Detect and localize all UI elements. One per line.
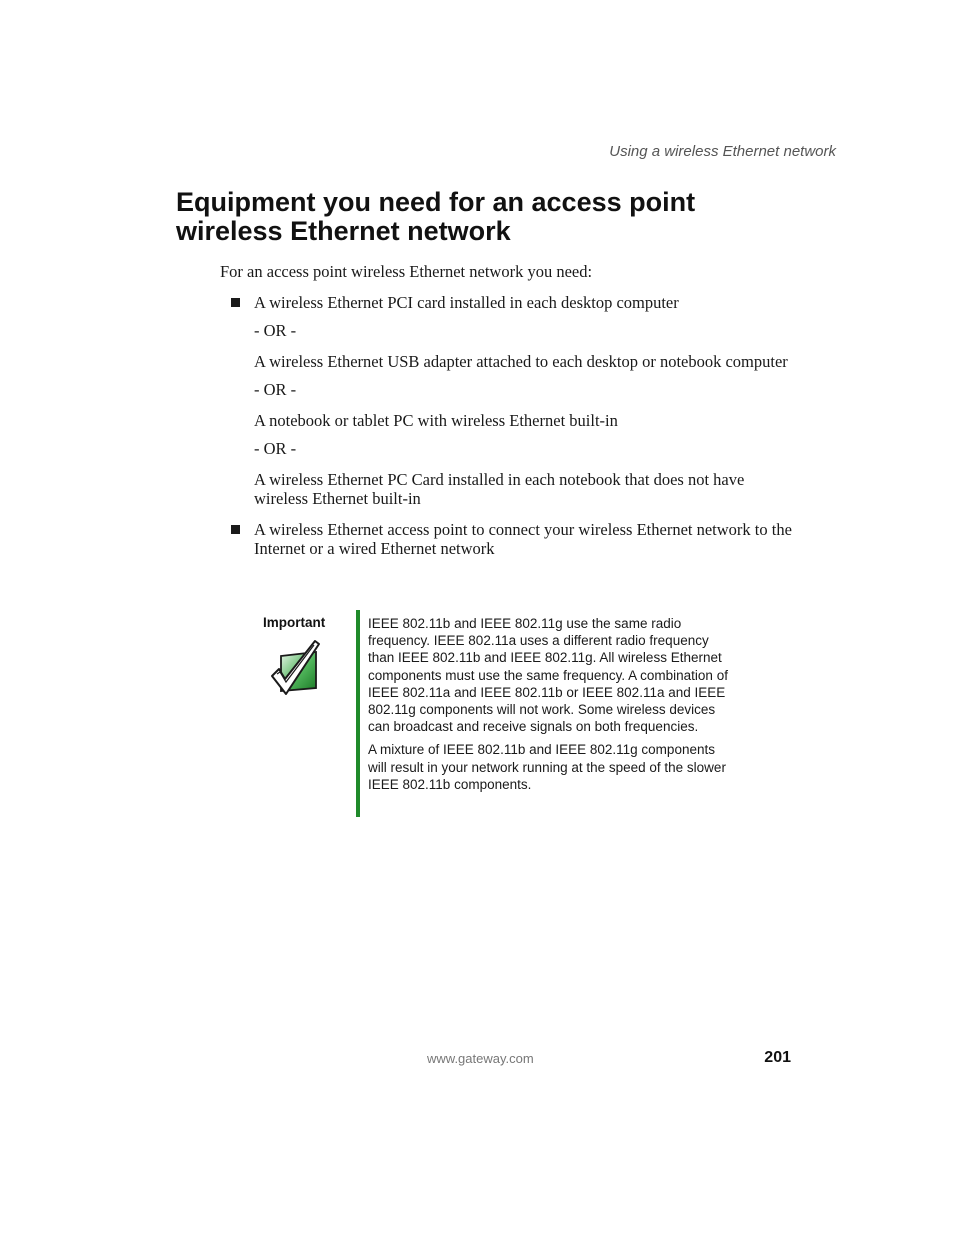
page-number: 201: [764, 1049, 791, 1066]
checkmark-icon: [269, 638, 321, 698]
intro-paragraph: For an access point wireless Ethernet network you need:: [220, 262, 593, 281]
page-title-line-1: Equipment you need for an access point: [176, 187, 696, 217]
note-body: [368, 615, 733, 793]
note-paragraph: A mixture of IEEE 802.11b and IEEE 802.11g components will result in your network running at the speed of the slower IEEE 802.11b components.: [368, 742, 726, 792]
page-title: [176, 188, 816, 246]
note-paragraph: IEEE 802.11b and IEEE 802.11g use the same radio frequency. IEEE 802.11a uses a different radio frequency than IEEE 802.11b and IEEE 802.11g. All wireless Ethernet components must use the same frequency. A combination of IEEE 802.11a and IEEE 802.11b or IEEE 802.11a and IEEE 802.11g components will not work. Some wireless devices can broadcast and receive signals on both frequencies.: [368, 616, 728, 735]
list-item-text: A wireless Ethernet PCI card installed in each desktop computer: [254, 293, 679, 312]
list-item-text: A wireless Ethernet PC Card installed in each notebook that does not have wireless Ethernet built-in: [254, 470, 745, 508]
or-separator: - OR -: [254, 321, 297, 340]
list-item: [231, 520, 801, 558]
or-separator: - OR -: [254, 439, 297, 458]
list-item: [231, 293, 801, 508]
running-header: Using a wireless Ethernet network: [609, 143, 836, 160]
important-note: [263, 610, 743, 817]
square-bullet-icon: [231, 298, 240, 307]
footer-url: www.gateway.com: [427, 1051, 534, 1066]
square-bullet-icon: [231, 525, 240, 534]
list-item-text: A wireless Ethernet USB adapter attached to each desktop or notebook computer: [254, 352, 788, 371]
note-accent-bar: [356, 610, 360, 817]
page-title-line-2: wireless Ethernet network: [176, 216, 511, 246]
equipment-list: [231, 293, 801, 558]
list-item-text: A notebook or tablet PC with wireless Ethernet built-in: [254, 411, 618, 430]
or-separator: - OR -: [254, 380, 297, 399]
list-item-text: A wireless Ethernet access point to connect your wireless Ethernet network to the Internet or a wired Ethernet network: [254, 520, 792, 558]
note-label: Important: [263, 615, 326, 630]
